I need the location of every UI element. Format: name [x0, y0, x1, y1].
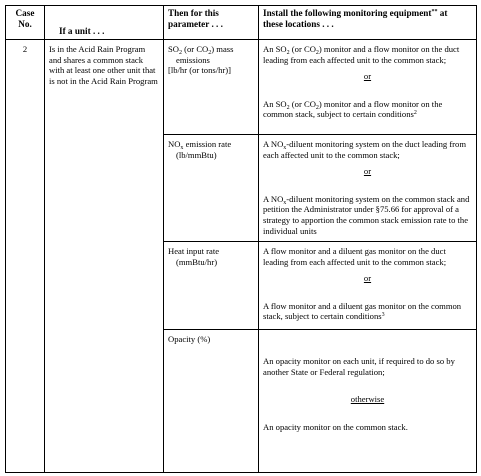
header-install-footnote-mark: ** — [431, 9, 438, 15]
nox-sub: x — [180, 145, 184, 151]
nox-opt2-b: -diluent monitoring system on the common stack and petition the Administrator under §75.66 for approval of a strategy to apportion the common stack emission rate to the individual units — [263, 193, 470, 236]
heat-opt2-text: A flow monitor and a diluent gas monitor on the common stack, subject to certain conditions — [263, 300, 462, 322]
so2-opt2-c: ) monitor and a flow monitor on the common stack, subject to certain conditions — [263, 98, 443, 120]
so2-opt2-sub2: 2 — [315, 104, 319, 111]
nox-text-a: NO — [168, 139, 181, 149]
header-install — [259, 6, 477, 40]
heat-option-2 — [263, 301, 472, 322]
header-case-no — [6, 6, 45, 40]
header-case-line1: Case — [15, 8, 35, 18]
condition-cell: Is in the Acid Rain Program and shares a common stack with at least one other unit that is not in the Acid Rain Program — [45, 40, 164, 473]
heat-or-text: or — [363, 273, 372, 284]
nox-opt2-a: A NO — [263, 193, 284, 204]
heat-opt2-footnote: 3 — [381, 312, 385, 319]
header-parameter-line2: parameter . . . — [168, 19, 223, 29]
so2-line2 — [168, 55, 254, 66]
opacity-otherwise — [263, 394, 472, 405]
monitoring-table — [5, 5, 477, 473]
so2-opt2-a: An SO — [263, 98, 287, 109]
so2-line1 — [168, 44, 254, 55]
so2-or — [263, 71, 472, 82]
nox-or — [263, 166, 472, 177]
header-if-unit: If a unit . . . — [45, 6, 164, 40]
so2-opt2-b: (or CO — [289, 98, 316, 109]
nox-line1 — [168, 139, 254, 150]
so2-opt2-sub1: 2 — [286, 104, 290, 111]
so2-opt2-footnote: 2 — [413, 110, 417, 117]
so2-opt1-c: ) monitor and a flow monitor on the duct leading from each affected unit to the common stack; — [263, 44, 460, 65]
equipment-opacity — [259, 330, 477, 473]
header-case-line2: No. — [18, 19, 32, 29]
nox-opt1-b: -diluent monitoring system on the duct leading from each affected unit to the common stack; — [263, 139, 467, 160]
heat-line1: Heat input rate — [168, 246, 220, 256]
nox-line2 — [168, 150, 254, 161]
nox-option-1 — [263, 139, 472, 160]
parameter-nox — [164, 135, 259, 242]
opacity-otherwise-text: otherwise — [350, 394, 385, 405]
parameter-so2 — [164, 40, 259, 135]
opacity-option-1: An opacity monitor on each unit, if required to do so by another State or Federal regulation; — [263, 356, 455, 377]
so2-opt1-a: An SO — [263, 44, 287, 54]
nox-opt1-sub: x — [283, 145, 287, 151]
header-install-text: Install the following monitoring equipment — [263, 8, 432, 18]
nox-units: (lb/mmBtu) — [176, 149, 217, 160]
parameter-heat — [164, 242, 259, 330]
so2-or-text: or — [363, 71, 372, 82]
so2-sub-1: 2 — [179, 50, 182, 56]
heat-units: (mmBtu/hr) — [176, 256, 218, 267]
case-number-cell: 2 — [6, 40, 45, 473]
so2-line3: [lb/hr (or tons/hr)] — [168, 65, 232, 76]
so2-option-2 — [263, 99, 472, 120]
nox-text-b: emission rate — [183, 139, 232, 149]
so2-text-b: (or CO — [182, 44, 209, 54]
heat-or — [263, 273, 472, 284]
so2-sub-2: 2 — [208, 50, 212, 56]
header-row — [6, 6, 477, 40]
heat-option-1: A flow monitor and a diluent gas monitor on the duct leading from each affected unit to the common stack; — [263, 246, 447, 267]
so2-option-1 — [263, 44, 472, 65]
equipment-heat — [259, 242, 477, 330]
header-install-line1 — [263, 8, 472, 19]
nox-opt2-sub: x — [283, 199, 287, 206]
table-row-so2 — [6, 40, 477, 135]
so2-opt1-b: (or CO — [289, 44, 316, 54]
header-install-at: at — [437, 8, 448, 18]
opacity-option-2: An opacity monitor on the common stack. — [263, 421, 408, 432]
nox-option-2 — [263, 194, 472, 236]
header-install-line2: these locations . . . — [263, 19, 334, 29]
so2-opt1-sub2: 2 — [315, 50, 319, 56]
heat-line2 — [168, 257, 254, 268]
parameter-opacity: Opacity (%) — [164, 330, 259, 473]
header-parameter-line1: Then for this — [168, 8, 219, 18]
so2-text-c: ) mass — [211, 44, 234, 54]
so2-emissions: emissions — [176, 54, 210, 65]
so2-text-a: SO — [168, 44, 179, 54]
header-parameter — [164, 6, 259, 40]
equipment-nox — [259, 135, 477, 242]
so2-opt1-sub1: 2 — [286, 50, 290, 56]
nox-opt1-a: A NO — [263, 139, 284, 149]
equipment-so2 — [259, 40, 477, 135]
nox-or-text: or — [363, 166, 372, 177]
